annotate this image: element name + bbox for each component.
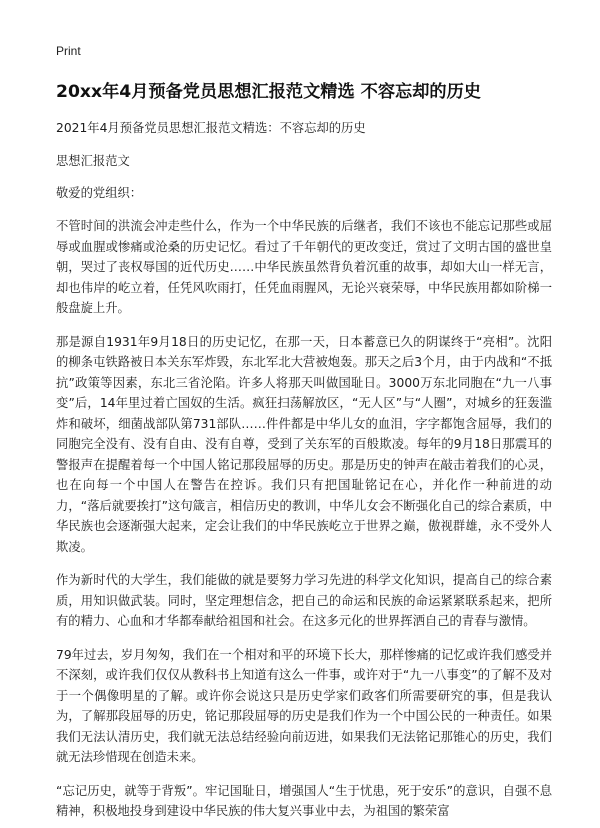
paragraph-3: 作为新时代的大学生，我们能做的就是要努力学习先进的科学文化知识，提高自己的综合素质，用知识做武装。同时，坚定理想信念，把自己的命运和民族的命运紧紧联系起来，把所有的精力、心血和才华都奉献给祖国和社会。在这多元化的世界挥洒自己的青春与激情。 [56, 573, 552, 628]
subtitle: 2021年4月预备党员思想汇报范文精选：不容忘却的历史 [56, 121, 366, 135]
greeting: 敬爱的党组织： [56, 186, 143, 200]
page-title: 20xx年4月预备党员思想汇报范文精选 不容忘却的历史 [56, 82, 481, 102]
paragraph-5: “忘记历史，就等于背叛”。牢记国耻日，增强国人“生于忧患，死于安乐”的意识，自强不息精神，积极地投身到建设中华民族的伟大复兴事业中去，为祖国的繁荣富 [56, 783, 552, 818]
document-body [56, 118, 552, 822]
paragraph-1: 不管时间的洪流会冲走些什么，作为一个中华民族的后继者，我们不该也不能忘记那些或屈辱或血腥或惨痛或沧桑的历史记忆。看过了千年朝代的更改变迁，赏过了文明古国的盛世皇朝，哭过了丧权辱国的近代历史……中华民族虽然背负着沉重的故事，却如大山一样无言，却也伟岸的屹立着，任凭风吹雨打，任凭血雨腥风，无论兴衰荣辱，中华民族用都如阶梯一般盘旋上升。 [56, 219, 552, 315]
paragraph-4: 79年过去，岁月匆匆，我们在一个相对和平的环境下长大，那样惨痛的记忆或许我们感受并不深刻，或许我们仅仅从教科书上知道有这么一件事，或许对于“九一八事变”的了解不及对于一个偶像明星的了解。或许你会说这只是历史学家们政客们所需要研究的事，但是我认为，了解那段屈辱的历史，铭记那段屈辱的历史是我们作为一个中国公民的一种责任。如果我们无法认清历史，我们就无法总结经验向前迈进，如果我们无法铭记那锥心的历史，我们就无法珍惜现在创造未来。 [56, 647, 552, 764]
print-link[interactable]: Print [56, 44, 81, 58]
category-label: 思想汇报范文 [56, 153, 130, 168]
paragraph-2: 那是源自1931年9月18日的历史记忆，在那一天，日本蓄意已久的阴谋终于“亮相”。沈阳的柳条屯铁路被日本关东军炸毁，东北军北大营被炮轰。那天之后3个月，由于内战和“不抵抗”政策等因素，东北三省沦陷。许多人将那天叫做国耻日。3000万东北同胞在“九一八事变”后，14年里过着亡国奴的生活。疯狂扫荡解放区，“无人区”与“人圈”，对城乡的狂轰滥炸和破坏，细菌战部队第731部队……件件都是中华儿女的血泪，字字都饱含屈辱，我们的同胞完全没有、没有自由、没有自尊，受到了关东军的百般欺凌。每年的9月18日那震耳的警报声在提醒着每一个中国人铭记那段屈辱的历史。那是历史的钟声在敲击着我们的心灵，也在向每一个中国人在警告在控诉。我们只有把国耻铭记在心，并化作一种前进的动力，“落后就要挨打”这句箴言，相信历史的教训，中华儿女会不断强化自己的综合素质，中华民族也会逐渐强大起来，定会让我们的中华民族屹立于世界之巅，傲视群雄，永不受外人欺凌。 [56, 334, 552, 554]
